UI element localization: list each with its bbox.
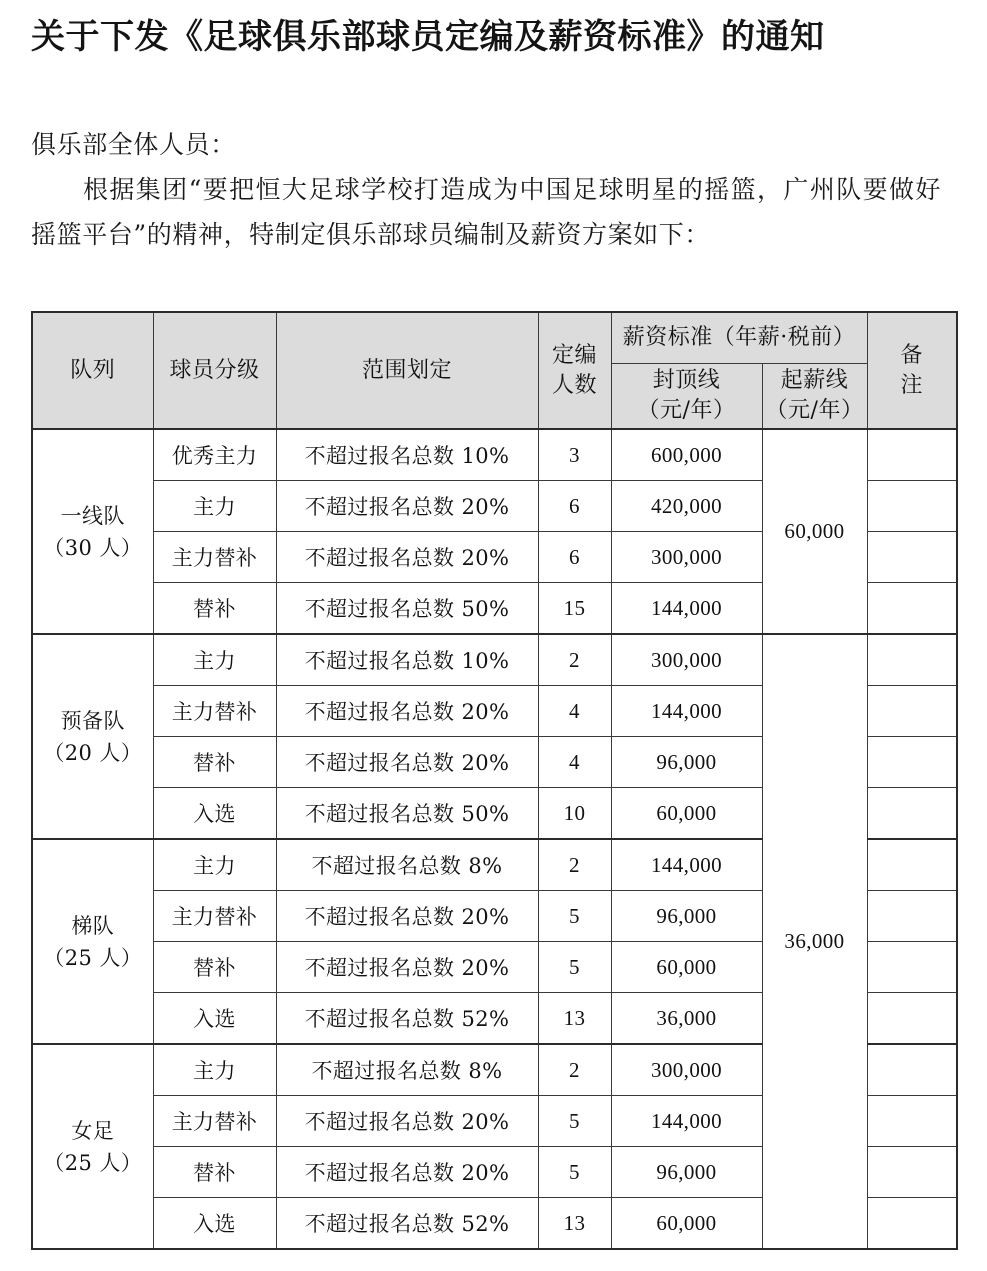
col-header-cap-line1: 封顶线 — [652, 368, 721, 393]
cell-team-line2: （25 人） — [43, 1150, 143, 1175]
cell-count: 5 — [538, 1096, 611, 1147]
cell-count: 2 — [538, 634, 611, 686]
cell-cap: 144,000 — [611, 1096, 762, 1147]
col-header-count-line2: 人数 — [551, 372, 597, 398]
cell-scope: 不超过报名总数 20% — [276, 686, 538, 737]
cell-cap: 600,000 — [611, 429, 762, 481]
cell-team — [32, 634, 153, 839]
cell-cap: 300,000 — [611, 634, 762, 686]
cell-note — [867, 839, 957, 891]
cell-count: 10 — [538, 788, 611, 840]
cell-cap: 60,000 — [611, 788, 762, 840]
cell-grade: 主力替补 — [153, 891, 276, 942]
cell-count: 5 — [538, 891, 611, 942]
cell-grade: 替补 — [153, 942, 276, 993]
col-header-team: 队列 — [32, 312, 153, 429]
cell-count: 13 — [538, 1198, 611, 1250]
col-header-count-line1: 定编 — [551, 342, 597, 368]
cell-base-salary: 60,000 — [762, 429, 867, 634]
cell-scope: 不超过报名总数 20% — [276, 891, 538, 942]
header-row-top — [32, 312, 957, 364]
col-header-note-line1: 备 — [900, 342, 923, 368]
cell-team-line1: 预备队 — [60, 708, 125, 733]
cell-cap: 144,000 — [611, 686, 762, 737]
cell-grade: 主力 — [153, 1044, 276, 1096]
cell-team-line1: 一线队 — [60, 503, 125, 528]
cell-grade: 替补 — [153, 1147, 276, 1198]
table-body — [32, 429, 957, 1249]
col-header-cap-line2: （元/年） — [637, 398, 736, 423]
cell-count: 6 — [538, 532, 611, 583]
page-title: 关于下发《足球俱乐部球员定编及薪资标准》的通知 — [31, 19, 825, 56]
col-header-base-line2: （元/年） — [765, 398, 864, 423]
cell-count: 5 — [538, 942, 611, 993]
cell-team-line2: （30 人） — [43, 535, 143, 560]
cell-note — [867, 634, 957, 686]
cell-team-line2: （20 人） — [43, 740, 143, 765]
cell-grade: 入选 — [153, 788, 276, 840]
cell-cap: 36,000 — [611, 993, 762, 1045]
cell-scope: 不超过报名总数 8% — [276, 839, 538, 891]
table-row — [32, 634, 957, 686]
cell-team — [32, 839, 153, 1044]
cell-cap: 300,000 — [611, 1044, 762, 1096]
cell-scope: 不超过报名总数 20% — [276, 1096, 538, 1147]
cell-grade: 主力替补 — [153, 686, 276, 737]
cell-note — [867, 942, 957, 993]
col-header-base-line1: 起薪线 — [780, 368, 849, 393]
cell-grade: 入选 — [153, 993, 276, 1045]
cell-note — [867, 1044, 957, 1096]
cell-note — [867, 1198, 957, 1250]
cell-scope: 不超过报名总数 52% — [276, 1198, 538, 1250]
cell-grade: 替补 — [153, 583, 276, 635]
cell-scope: 不超过报名总数 20% — [276, 737, 538, 788]
document-body — [31, 122, 941, 257]
cell-grade: 优秀主力 — [153, 429, 276, 481]
cell-team — [32, 429, 153, 634]
col-header-base — [762, 364, 867, 430]
col-header-salary-group: 薪资标准（年薪·税前） — [611, 312, 867, 364]
cell-grade: 主力替补 — [153, 532, 276, 583]
cell-grade: 替补 — [153, 737, 276, 788]
cell-note — [867, 788, 957, 840]
cell-cap: 144,000 — [611, 839, 762, 891]
col-header-count — [538, 312, 611, 429]
cell-team-line1: 女足 — [71, 1118, 115, 1143]
cell-scope: 不超过报名总数 20% — [276, 532, 538, 583]
cell-cap: 96,000 — [611, 891, 762, 942]
cell-note — [867, 686, 957, 737]
cell-note — [867, 481, 957, 532]
cell-count: 5 — [538, 1147, 611, 1198]
cell-count: 4 — [538, 737, 611, 788]
cell-count: 2 — [538, 1044, 611, 1096]
cell-note — [867, 993, 957, 1045]
cell-note — [867, 583, 957, 635]
cell-note — [867, 429, 957, 481]
cell-count: 15 — [538, 583, 611, 635]
cell-grade: 主力 — [153, 839, 276, 891]
cell-grade: 主力 — [153, 481, 276, 532]
cell-scope: 不超过报名总数 52% — [276, 993, 538, 1045]
cell-team-line2: （25 人） — [43, 945, 143, 970]
cell-scope: 不超过报名总数 8% — [276, 1044, 538, 1096]
cell-cap: 60,000 — [611, 942, 762, 993]
table-header — [32, 312, 957, 429]
cell-grade: 主力替补 — [153, 1096, 276, 1147]
cell-cap: 144,000 — [611, 583, 762, 635]
cell-note — [867, 891, 957, 942]
cell-note — [867, 1096, 957, 1147]
col-header-note-line2: 注 — [900, 372, 923, 398]
cell-cap: 60,000 — [611, 1198, 762, 1250]
table-row — [32, 429, 957, 481]
cell-count: 4 — [538, 686, 611, 737]
cell-scope: 不超过报名总数 10% — [276, 634, 538, 686]
col-header-scope: 范围划定 — [276, 312, 538, 429]
cell-base-salary: 36,000 — [762, 634, 867, 1249]
cell-note — [867, 737, 957, 788]
cell-count: 13 — [538, 993, 611, 1045]
salary-table-wrap — [31, 311, 956, 1250]
cell-note — [867, 1147, 957, 1198]
cell-scope: 不超过报名总数 50% — [276, 583, 538, 635]
cell-cap: 96,000 — [611, 1147, 762, 1198]
col-header-cap — [611, 364, 762, 430]
cell-cap: 420,000 — [611, 481, 762, 532]
cell-grade: 入选 — [153, 1198, 276, 1250]
cell-grade: 主力 — [153, 634, 276, 686]
cell-scope: 不超过报名总数 20% — [276, 481, 538, 532]
cell-cap: 96,000 — [611, 737, 762, 788]
cell-scope: 不超过报名总数 20% — [276, 942, 538, 993]
cell-count: 2 — [538, 839, 611, 891]
cell-note — [867, 532, 957, 583]
cell-scope: 不超过报名总数 10% — [276, 429, 538, 481]
cell-count: 6 — [538, 481, 611, 532]
intro-paragraph: 根据集团“要把恒大足球学校打造成为中国足球明星的摇篮，广州队要做好摇篮平台”的精神，特制定俱乐部球员编制及薪资方案如下： — [31, 175, 941, 249]
cell-team-line1: 梯队 — [71, 913, 115, 938]
col-header-note — [867, 312, 957, 429]
col-header-grade: 球员分级 — [153, 312, 276, 429]
salary-standard-table — [31, 311, 958, 1250]
cell-cap: 300,000 — [611, 532, 762, 583]
cell-scope: 不超过报名总数 50% — [276, 788, 538, 840]
cell-team — [32, 1044, 153, 1249]
cell-scope: 不超过报名总数 20% — [276, 1147, 538, 1198]
salutation-line: 俱乐部全体人员： — [31, 130, 236, 159]
cell-count: 3 — [538, 429, 611, 481]
